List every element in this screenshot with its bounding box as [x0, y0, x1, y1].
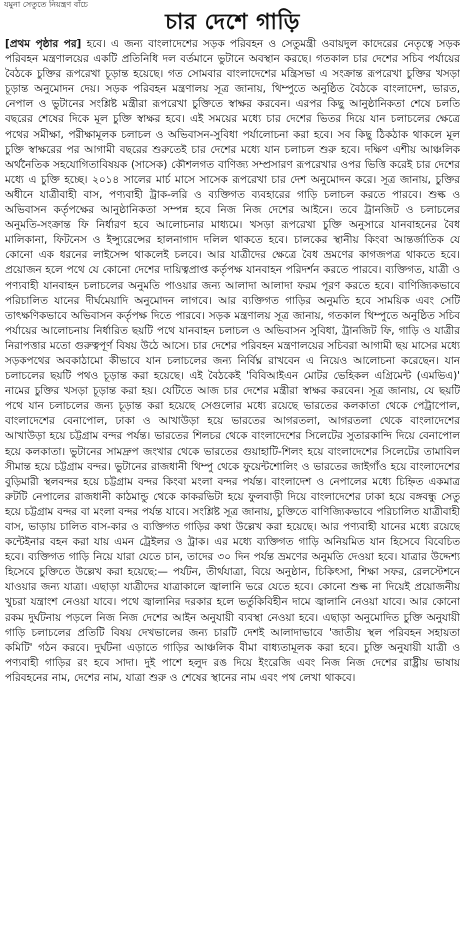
continuation-tag: [প্রথম পৃষ্ঠার পর]: [5, 38, 82, 50]
article-body: [5, 37, 460, 945]
headline: চার দেশে গাড়ি: [165, 9, 300, 35]
running-head: যমুনা সেতুতে নিয়ন্ত্রণ বাঁচে: [4, 0, 88, 9]
article-paragraph: [5, 37, 460, 686]
article-text: হবে। এ জন্য বাংলাদেশের সড়ক পরিবহন ও সেতুমন্ত্রী ওবায়দুল কাদেরের নেতৃত্বে সড়ক পরিবহন মন্ত্রণালয়ের একটি প্রতিনিধি দল বর্তমানে ভুটানে অবস্থান করছে। গতকাল চার দেশের সচিব পর্যায়ের বৈঠকে চুক্তির রূপরেখা চূড়ান্ত হয়েছে। গত সোমবার বাংলাদেশের মন্ত্রিসভা এ সংক্রান্ত রূপরেখা চুক্তির খসড়া চূড়ান্ত অনুমোদন দেয়। সড়ক পরিবহন মন্ত্রণালয় সূত্র জানায়, থিম্পুতে অনুষ্ঠিত বৈঠকে বাংলাদেশ, ভারত, নেপাল ও ভুটানের সংশ্লিষ্ট মন্ত্রীরা রূপরেখা চুক্তিতে স্বাক্ষর করবেন। এরপর কিছু আনুষ্ঠানিকতা শেষে চলতি বছরের শেষের দিকে মূল চুক্তি স্বাক্ষর হবে। এই সময়ের মধ্যে চার দেশের ভিতর দিয়ে যান চলাচলের ক্ষেত্রে পথের সমীক্ষা, পরীক্ষামূলক চলাচল ও অভিবাসন-সুবিধা পর্যালোচনা করা হবে। সব কিছু ঠিকঠাক থাকলে মূল চুক্তি স্বাক্ষরের পর আগামী বছরের শুরুতেই চার দেশের মধ্যে যান চলাচল শুরু হবে। দক্ষিণ এশীয় আঞ্চলিক অর্থনৈতিক সহযোগিতাবিষয়ক (সাসেক) কৌশলগত বাণিজ্য সম্প্রসারণ রূপরেখার ওপর ভিত্তি করেই চার দেশের মধ্যে এ চুক্তি হচ্ছে। ২০১৪ সালের মার্চ মাসে সাসেক রূপরেখা চার দেশ অনুমোদন করে। সূত্র জানায়, চুক্তির অধীনে যাত্রীবাহী বাস, পণ্যবাহী ট্রাক-লরি ও ব্যক্তিগত ব্যবহারের গাড়ি চলাচল করতে পারবে। শুল্ক ও অভিবাসন কর্তৃপক্ষের আনুষ্ঠানিকতা সম্পন্ন হবে নিজ নিজ দেশের আইনে। তবে ট্রানজিট ও চলাচলের অনুমতি-সংক্রান্ত ফি নির্ধারণ হবে আলোচনার মাধ্যমে। খসড়া রূপরেখা চুক্তি অনুসারে যানবাহনের বৈধ মালিকানা, ফিটনেস ও ইন্স্যুরেন্সের হালনাগাদ দলিল থাকতে হবে। চালকের স্থানীয় কিংবা আন্তর্জাতিক যে কোনো এক ধরনের লাইসেন্স থাকলেই চলবে। আর যাত্রীদের ক্ষেত্রে বৈধ ভ্রমণের কাগজপত্র থাকতে হবে। প্রয়োজন হলে পথে যে কোনো দেশের দায়িত্বপ্রাপ্ত কর্তৃপক্ষ যানবাহন পরিদর্শন করতে পারবে। ব্যক্তিগত, যাত্রী ও পণ্যবাহী যানবাহন চলাচলের অনুমতি পাওয়ার জন্য আলাদা আলাদা ফরম পূরণ করতে হবে। বাণিজ্যিকভাবে পরিচালিত যানের দীর্ঘমেয়াদি অনুমোদন লাগবে। আর ব্যক্তিগত গাড়ির অনুমতি হবে সাময়িক এবং সেটি তাৎক্ষণিকভাবে অভিবাসন কর্তৃপক্ষ দিতে পারবে। সড়ক মন্ত্রণালয় সূত্র জানায়, গতকাল থিম্পুতে অনুষ্ঠিত সচিব পর্যায়ের আলোচনায় নির্ধারিত ছয়টি পথে যানবাহন চলাচল ও অভিবাসন সুবিধা, ট্রানজিট ফি, গাড়ি ও যাত্রীর নিরাপত্তার মতো গুরুত্বপূর্ণ বিষয় উঠে আসে। চার দেশের পরিবহন মন্ত্রণালয়ের সচিবরা আগামী ছয় মাসের মধ্যে সড়কপথের অবকাঠামো কীভাবে যান চলাচলের জন্য নির্বিঘ্ন রাখবেন এ নিয়েও আলোচনা করেছেন। যান চলাচলের ছয়টি পথও চূড়ান্ত করা হয়েছে। এই বৈঠকেই 'বিবিআইএন মোটর ভেহিকল এগ্রিমেন্ট (এমভিএ)' নামের চুক্তির খসড়া চূড়ান্ত করা হয়। যেটিতে আজ চার দেশের মন্ত্রীরা স্বাক্ষর করবেন। সূত্র জানায়, যে ছয়টি পথে যান চলাচলের জন্য চূড়ান্ত করা হয়েছে সেগুলোর মধ্যে রয়েছে ভারতের কলকাতা থেকে পেট্রাপোল, বাংলাদেশের বেনাপোল, ঢাকা ও আখাউড়া হয়ে ভারতের আগরতলা, আগরতলা থেকে বাংলাদেশের আখাউড়া হয়ে চট্টগ্রাম বন্দর পর্যন্ত। ভারতের শিলচর থেকে বাংলাদেশের সিলেটের সুতারকান্দি দিয়ে বেনাপোল হয়ে কলকাতা। ভুটানের সামদ্রুপ জংখার থেকে ভারতের গুয়াহাটি-শিলং হয়ে বাংলাদেশের সিলেটের তামাবিল সীমান্ত হয়ে চট্টগ্রাম বন্দর। ভুটানের রাজধানী থিম্পু থেকে ফুয়েন্টশোলিং ও ভারতের জাইগাঁও হয়ে বাংলাদেশের বুড়িমারী স্থলবন্দর হয়ে চট্টগ্রাম বন্দর কিংবা মংলা বন্দর পর্যন্ত। বাংলাদেশ ও নেপালের মধ্যে চিহ্নিত একমাত্র রুটটি নেপালের রাজধানী কাঠমান্ডু থেকে কাকরভিটা হয়ে ফুলবাড়ী দিয়ে বাংলাদেশের ঢাকা হয়ে বঙ্গবন্ধু সেতু হয়ে চট্টগ্রাম বন্দর বা মংলা বন্দর পর্যন্ত যাবে। সংশ্লিষ্ট সূত্র জানায়, চুক্তিতে বাণিজ্যিকভাবে পরিচালিত যাত্রীবাহী বাস, ভাড়ায় চালিত বাস-কার ও ব্যক্তিগত গাড়ির কথা উল্লেখ করা হয়েছে। আর পণ্যবাহী যানের মধ্যে রয়েছে কন্টেইনার বহন করা যায় এমন ট্রেইলর ও ট্রাক। এর মধ্যে ব্যক্তিগত গাড়ি অনিয়মিত যান হিসেবে বিবেচিত হবে। ব্যক্তিগত গাড়ি নিয়ে যারা যেতে চান, তাদের ৩০ দিন পর্যন্ত ভ্রমণের অনুমতি দেওয়া হবে। যাত্রার উদ্দেশ্য হিসেবে চুক্তিতে উল্লেখ করা হয়েছে:— পর্যটন, তীর্থযাত্রা, বিয়ে অনুষ্ঠান, চিকিৎসা, শিক্ষা সফর, রেলস্টেশনে যাওয়ার জন্য যাত্রা। এছাড়া যাত্রীদের যাত্রাকালে জ্বালানি ভরে যেতে হবে। কোনো শুল্ক না দিয়েই প্রয়োজনীয় খুচরা যন্ত্রাংশ নেওয়া যাবে। পথে জ্বালানির দরকার হলে ভর্তুকিবিহীন দামে জ্বালানি নেওয়া যাবে। আর কোনো রকম দুর্ঘটনায় পড়লে নিজ নিজ দেশের আইন অনুযায়ী ব্যবস্থা নেওয়া হবে। এছাড়া অনুমোদিত চুক্তি অনুযায়ী গাড়ি চলাচলের প্রতিটি বিষয় দেখভালের জন্য চারটি দেশই আলাদাভাবে 'জাতীয় স্থল পরিবহন সহায়তা কমিটি' গঠন করবে। দুর্ঘটনা এড়াতে গাড়ির আঞ্চলিক বীমা বাধ্যতামূলক করা হবে। চুক্তি অনুযায়ী যাত্রী ও পণ্যবাহী গাড়ির রং হবে সাদা। দুই পাশে হলুদ রঙ দিয়ে ইংরেজি এবং নিজ নিজ দেশের রাষ্ট্রীয় ভাষায় পরিবহনের নাম, দেশের নাম, যাত্রা শুরু ও শেষের স্থানের নাম এবং পথ লেখা থাকবে।: [5, 38, 460, 684]
